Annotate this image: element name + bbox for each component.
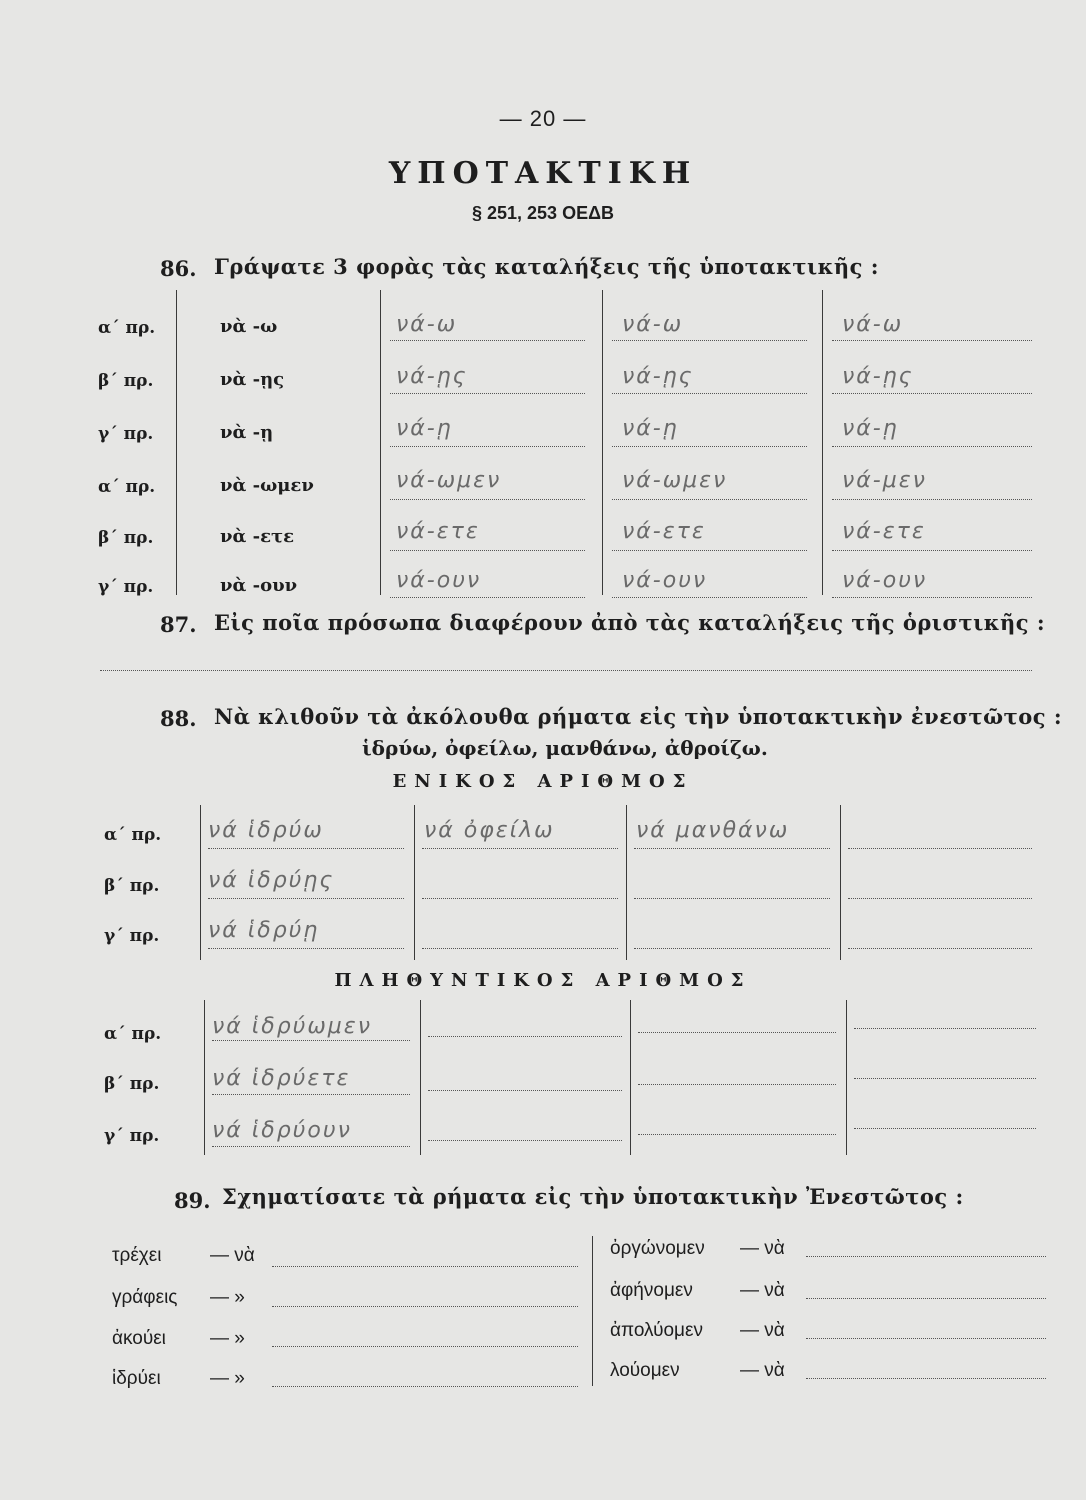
ex88-sg-row2-answer-1[interactable]: νά ἱδρύῃς bbox=[208, 868, 335, 893]
ex88-sg-row3-answer-1[interactable]: νά ἱδρύῃ bbox=[208, 918, 320, 943]
ex89-right-prompt-1: — νὰ bbox=[740, 1238, 785, 1259]
ex86-row5-person: β΄ πρ. bbox=[98, 528, 154, 548]
ex89-right-answer-2[interactable] bbox=[806, 1298, 1046, 1299]
ex89-left-answer-4[interactable] bbox=[272, 1386, 578, 1387]
ex86-row3-answer-3[interactable]: νά-ῃ bbox=[842, 416, 899, 441]
ex88-sg-row1-answer-2[interactable]: νά ὀφείλω bbox=[424, 818, 555, 843]
ex89-left-prompt-2: — » bbox=[210, 1287, 245, 1308]
ex86-number: 86. bbox=[160, 256, 197, 281]
grammar-reference: § 251, 253 ΟΕΔΒ bbox=[471, 203, 615, 223]
ex88-pl-row2-person: β΄ πρ. bbox=[104, 1074, 160, 1094]
ex87-answer-line[interactable] bbox=[100, 670, 1032, 671]
ex86-divider-3 bbox=[602, 290, 603, 595]
ex86-row1-ending: νὰ -ω bbox=[220, 316, 278, 337]
ex88-sg-row1-answer-3[interactable]: νά μανθάνω bbox=[636, 818, 790, 843]
ex88-instruction: Νὰ κλιθοῦν τὰ ἀκόλουθα ρήματα εἰς τὴν ὑποτακτικὴν ἐνεστῶτος : bbox=[214, 704, 1063, 729]
ex89-right-answer-1[interactable] bbox=[806, 1256, 1046, 1257]
ex89-right-prompt-2: — νὰ bbox=[740, 1280, 785, 1301]
ex86-row2-person: β΄ πρ. bbox=[98, 371, 154, 391]
ex86-row1-person: α΄ πρ. bbox=[98, 318, 156, 338]
ex89-left-prompt-1: — νὰ bbox=[210, 1245, 255, 1266]
ex87-instruction: Εἰς ποῖα πρόσωπα διαφέρουν ἀπὸ τὰς καταλήξεις τῆς ὁριστικῆς : bbox=[214, 610, 1046, 635]
ex86-row2-ending: νὰ -ῃς bbox=[220, 369, 285, 390]
ex86-row5-answer-3[interactable]: νά-ετε bbox=[842, 519, 926, 544]
ex86-row4-answer-3[interactable]: νά-μεν bbox=[842, 468, 927, 493]
ex86-row3-answer-1[interactable]: νά-ῃ bbox=[396, 416, 453, 441]
ex86-row4-answer-2[interactable]: νά-ωμεν bbox=[622, 468, 728, 493]
ex86-row5-ending: νὰ -ετε bbox=[220, 526, 295, 547]
ex89-right-verb-4: λούομεν bbox=[610, 1360, 680, 1381]
ex86-row3-answer-2[interactable]: νά-ῃ bbox=[622, 416, 679, 441]
ex88-singular-title: ΕΝΙΚΟΣ ΑΡΙΘΜΟΣ bbox=[392, 771, 694, 792]
ex86-row3-person: γ΄ πρ. bbox=[98, 424, 154, 444]
ex89-right-verb-1: ὀργώνομεν bbox=[610, 1238, 705, 1259]
ex89-right-verb-3: ἀπολύομεν bbox=[610, 1320, 703, 1341]
ex86-instruction: Γράψατε 3 φορὰς τὰς καταλήξεις τῆς ὑποτακτικῆς : bbox=[214, 254, 879, 279]
ex86-row5-answer-1[interactable]: νά-ετε bbox=[396, 519, 480, 544]
ex86-row3-ending: νὰ -ῃ bbox=[220, 422, 274, 443]
ex89-right-prompt-3: — νὰ bbox=[740, 1320, 785, 1341]
ex89-left-prompt-3: — » bbox=[210, 1328, 245, 1349]
ex87-number: 87. bbox=[160, 612, 197, 637]
ex86-row2-answer-3[interactable]: νά-ῃς bbox=[842, 364, 914, 389]
ex86-row4-answer-1[interactable]: νά-ωμεν bbox=[396, 468, 502, 493]
ex88-pl-row3-answer-1[interactable]: νά ἱδρύουν bbox=[212, 1118, 352, 1143]
ex89-right-answer-3[interactable] bbox=[806, 1338, 1046, 1339]
ex86-row2-answer-1[interactable]: νά-ῃς bbox=[396, 364, 468, 389]
ex89-left-answer-3[interactable] bbox=[272, 1346, 578, 1347]
ex86-row6-answer-3[interactable]: νά-ουν bbox=[842, 568, 928, 593]
ex89-instruction: Σχηματίσατε τὰ ρήματα εἰς τὴν ὑποτακτικὴν Ἐνεστῶτος : bbox=[222, 1184, 964, 1209]
ex86-row1-answer-1[interactable]: νά-ω bbox=[396, 312, 458, 337]
ex86-divider-4 bbox=[822, 290, 823, 595]
ex88-number: 88. bbox=[160, 706, 197, 731]
ex88-pl-row1-person: α΄ πρ. bbox=[104, 1024, 162, 1044]
ex89-right-verb-2: ἀφήνομεν bbox=[610, 1280, 693, 1301]
ex88-verbs: ἱδρύω, ὀφείλω, μανθάνω, ἀθροίζω. bbox=[362, 736, 768, 760]
ex89-right-answer-4[interactable] bbox=[806, 1378, 1046, 1379]
ex86-row6-answer-1[interactable]: νά-ουν bbox=[396, 568, 482, 593]
ex86-row1-answer-3[interactable]: νά-ω bbox=[842, 312, 904, 337]
ex89-left-prompt-4: — » bbox=[210, 1368, 245, 1389]
ex86-row5-answer-2[interactable]: νά-ετε bbox=[622, 519, 706, 544]
ex86-divider-1 bbox=[176, 290, 177, 595]
ex89-left-verb-2: γράφεις bbox=[112, 1287, 178, 1308]
ex86-divider-2 bbox=[380, 290, 381, 595]
ex88-sg-row1-answer-1[interactable]: νά ἱδρύω bbox=[208, 818, 324, 843]
ex89-right-prompt-4: — νὰ bbox=[740, 1360, 785, 1381]
ex88-sg-row1-person: α΄ πρ. bbox=[104, 825, 162, 845]
ex86-row1-answer-2[interactable]: νά-ω bbox=[622, 312, 684, 337]
ex88-pl-row1-answer-1[interactable]: νά ἱδρύωμεν bbox=[212, 1014, 372, 1039]
ex86-row4-ending: νὰ -ωμεν bbox=[220, 475, 314, 496]
ex88-pl-row2-answer-1[interactable]: νά ἱδρύετε bbox=[212, 1066, 351, 1091]
ex86-row6-person: γ΄ πρ. bbox=[98, 577, 154, 597]
ex88-sg-row2-person: β΄ πρ. bbox=[104, 876, 160, 896]
ex88-plural-title: ΠΛΗΘΥΝΤΙΚΟΣ ΑΡΙΘΜΟΣ bbox=[334, 970, 752, 991]
ex86-row4-person: α΄ πρ. bbox=[98, 477, 156, 497]
ex89-left-verb-4: ἱδρύει bbox=[112, 1368, 161, 1389]
page-title: ΥΠΟΤΑΚΤΙΚΗ bbox=[388, 156, 698, 191]
page-number: — 20 — bbox=[499, 106, 587, 131]
ex88-sg-row3-person: γ΄ πρ. bbox=[104, 926, 160, 946]
ex89-left-answer-1[interactable] bbox=[272, 1266, 578, 1267]
ex89-left-verb-1: τρέχει bbox=[112, 1245, 162, 1266]
ex88-pl-row3-person: γ΄ πρ. bbox=[104, 1126, 160, 1146]
ex89-left-answer-2[interactable] bbox=[272, 1306, 578, 1307]
ex86-row6-ending: νὰ -ουν bbox=[220, 575, 298, 596]
ex89-left-verb-3: ἀκούει bbox=[112, 1328, 166, 1349]
ex86-row2-answer-2[interactable]: νά-ῃς bbox=[622, 364, 694, 389]
ex86-row6-answer-2[interactable]: νά-ουν bbox=[622, 568, 708, 593]
ex89-number: 89. bbox=[174, 1188, 211, 1213]
